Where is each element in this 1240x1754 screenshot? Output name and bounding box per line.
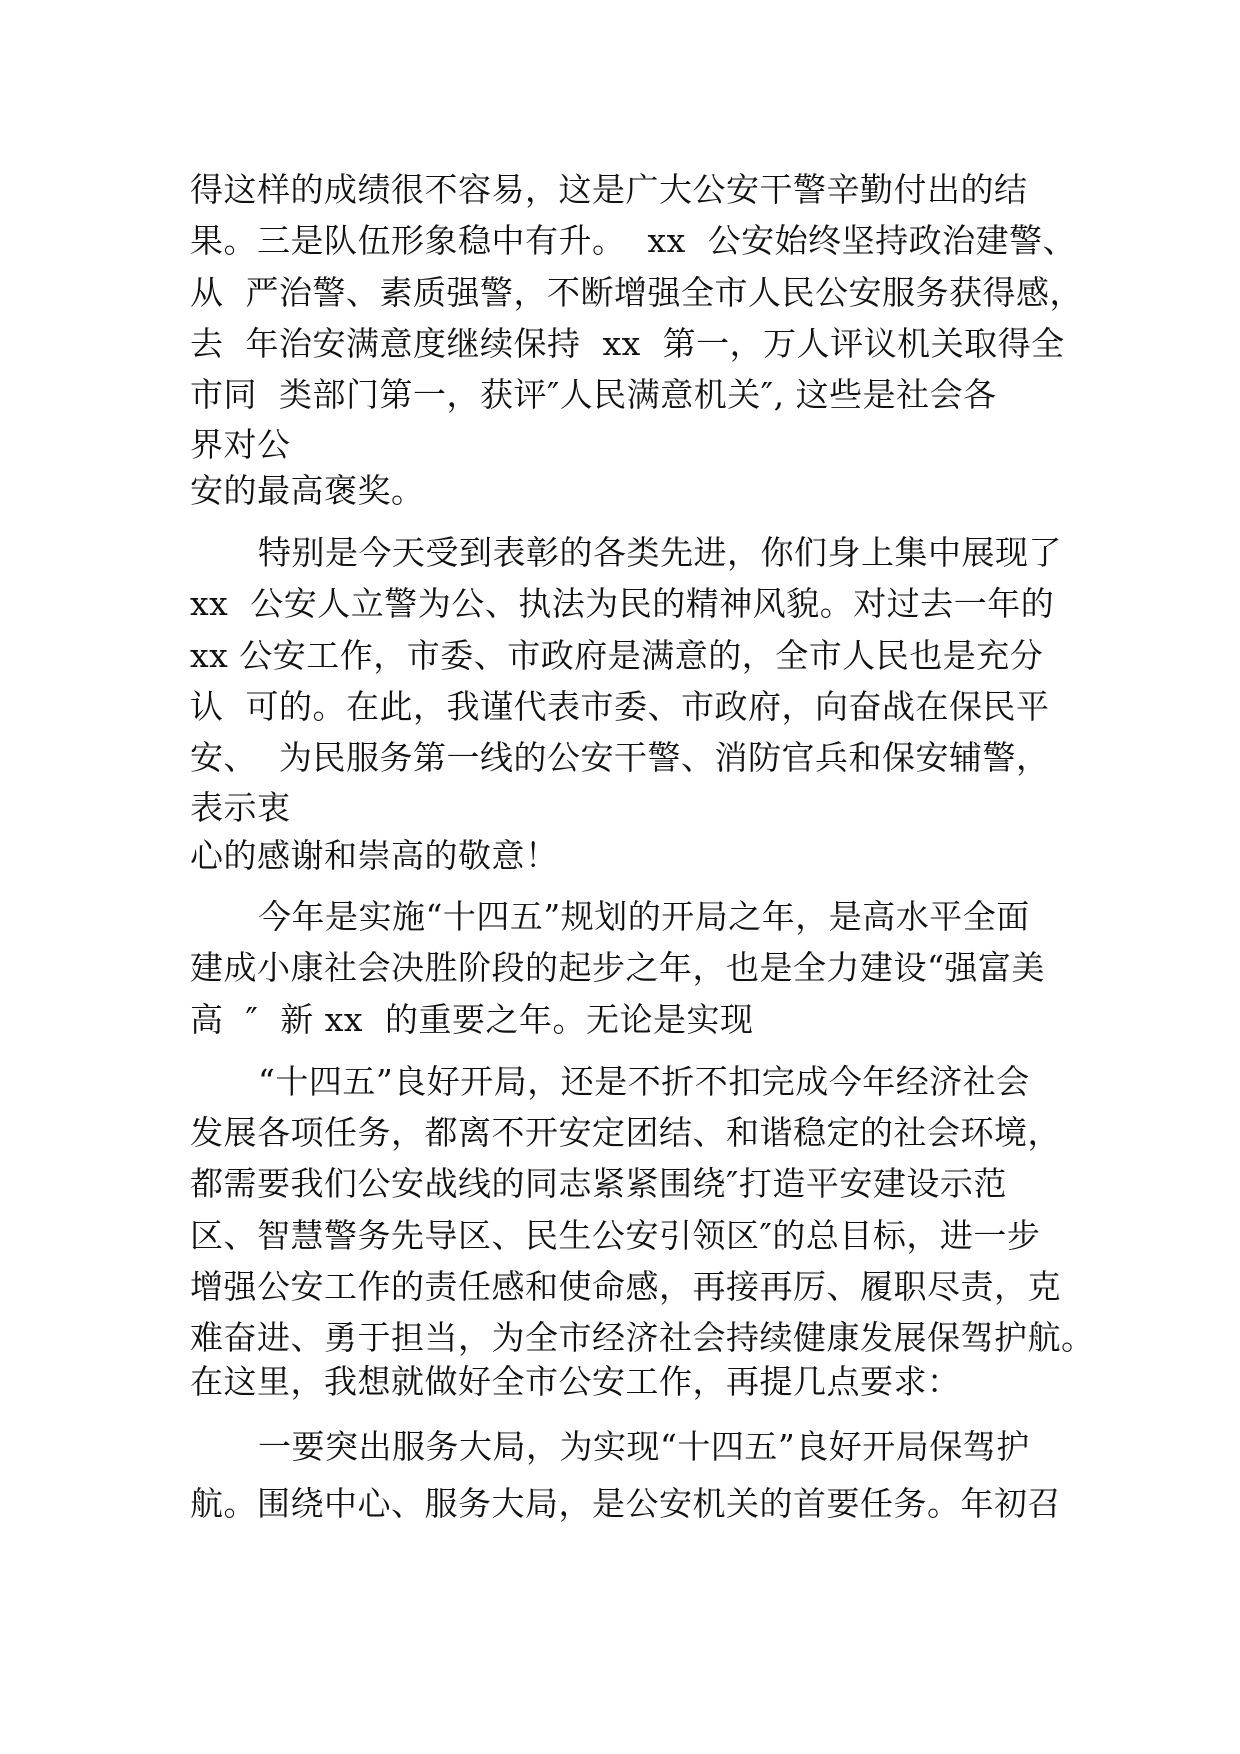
text-line-13: 表示衷 — [190, 788, 291, 827]
text-line-10: xx 公安工作，市委、市政府是满意的，全市人民也是充分 — [190, 636, 1044, 675]
text-line-23: 难奋进、勇于担当，为全市经济社会持续健康发展保驾护航。 — [190, 1318, 1095, 1357]
text-line-5: 市同 类部门第一，获评″人民满意机关″, 这些是社会各 — [190, 375, 997, 414]
paragraph-start-line: 特别是今天受到表彰的各类先进，你们身上集中展现了 — [258, 533, 1062, 572]
text-line-3: 从 严治警、素质强警，不断增强全市人民公安服务获得感， — [190, 273, 1083, 312]
text-line-19: 发展各项任务，都离不开安定团结、和谐稳定的社会环境， — [190, 1113, 1061, 1152]
text-line-6: 界对公 — [190, 425, 291, 464]
text-line-2: 果。三是队伍形象稳中有升。 xx 公安始终坚持政治建警、 — [190, 221, 1077, 260]
text-line-21: 区、智慧警务先导区、民生公安引领区″的总目标，进一步 — [190, 1216, 1041, 1255]
text-line-22: 增强公安工作的责任感和使命感，再接再厉、履职尽责，克 — [190, 1267, 1061, 1306]
text-line-12: 安、 为民服务第一线的公安干警、消防官兵和保安辅警， — [190, 738, 1050, 777]
paragraph-start-line: 今年是实施“十四五”规划的开局之年，是高水平全面 — [258, 897, 1030, 936]
text-line-20: 都需要我们公安战线的同志紧紧围绕″打造平安建设示范 — [190, 1164, 1007, 1203]
paragraph-start-line: “十四五”良好开局，还是不折不扣完成今年经济社会 — [258, 1062, 1030, 1101]
paragraph-start-line: 一要突出服务大局，为实现“十四五”良好开局保驾护 — [258, 1427, 1030, 1466]
text-line-11: 认 可的。在此，我谨代表市委、市政府，向奋战在保民平 — [190, 687, 1050, 726]
text-line-14: 心的感谢和崇高的敬意！ — [190, 836, 559, 875]
text-line-17: 高 ″ 新 xx 的重要之年。无论是实现 — [190, 1000, 754, 1039]
text-line-9: xx 公安人立警为公、执法为民的精神风貌。对过去一年的 — [190, 584, 1055, 623]
text-line-26: 航。围绕中心、服务大局，是公安机关的首要任务。年初召 — [190, 1484, 1061, 1523]
text-line-16: 建成小康社会决胜阶段的起步之年，也是全力建设“强富美 — [190, 948, 1045, 987]
text-line-7: 安的最高褒奖。 — [190, 471, 425, 510]
text-line-24: 在这里，我想就做好全市公安工作，再提几点要求： — [190, 1362, 961, 1401]
text-line-4: 去 年治安满意度继续保持 xx 第一，万人评议机关取得全 — [190, 324, 1065, 363]
text-line-1: 得这样的成绩很不容易，这是广大公安干警辛勤付出的结 — [190, 170, 1028, 209]
